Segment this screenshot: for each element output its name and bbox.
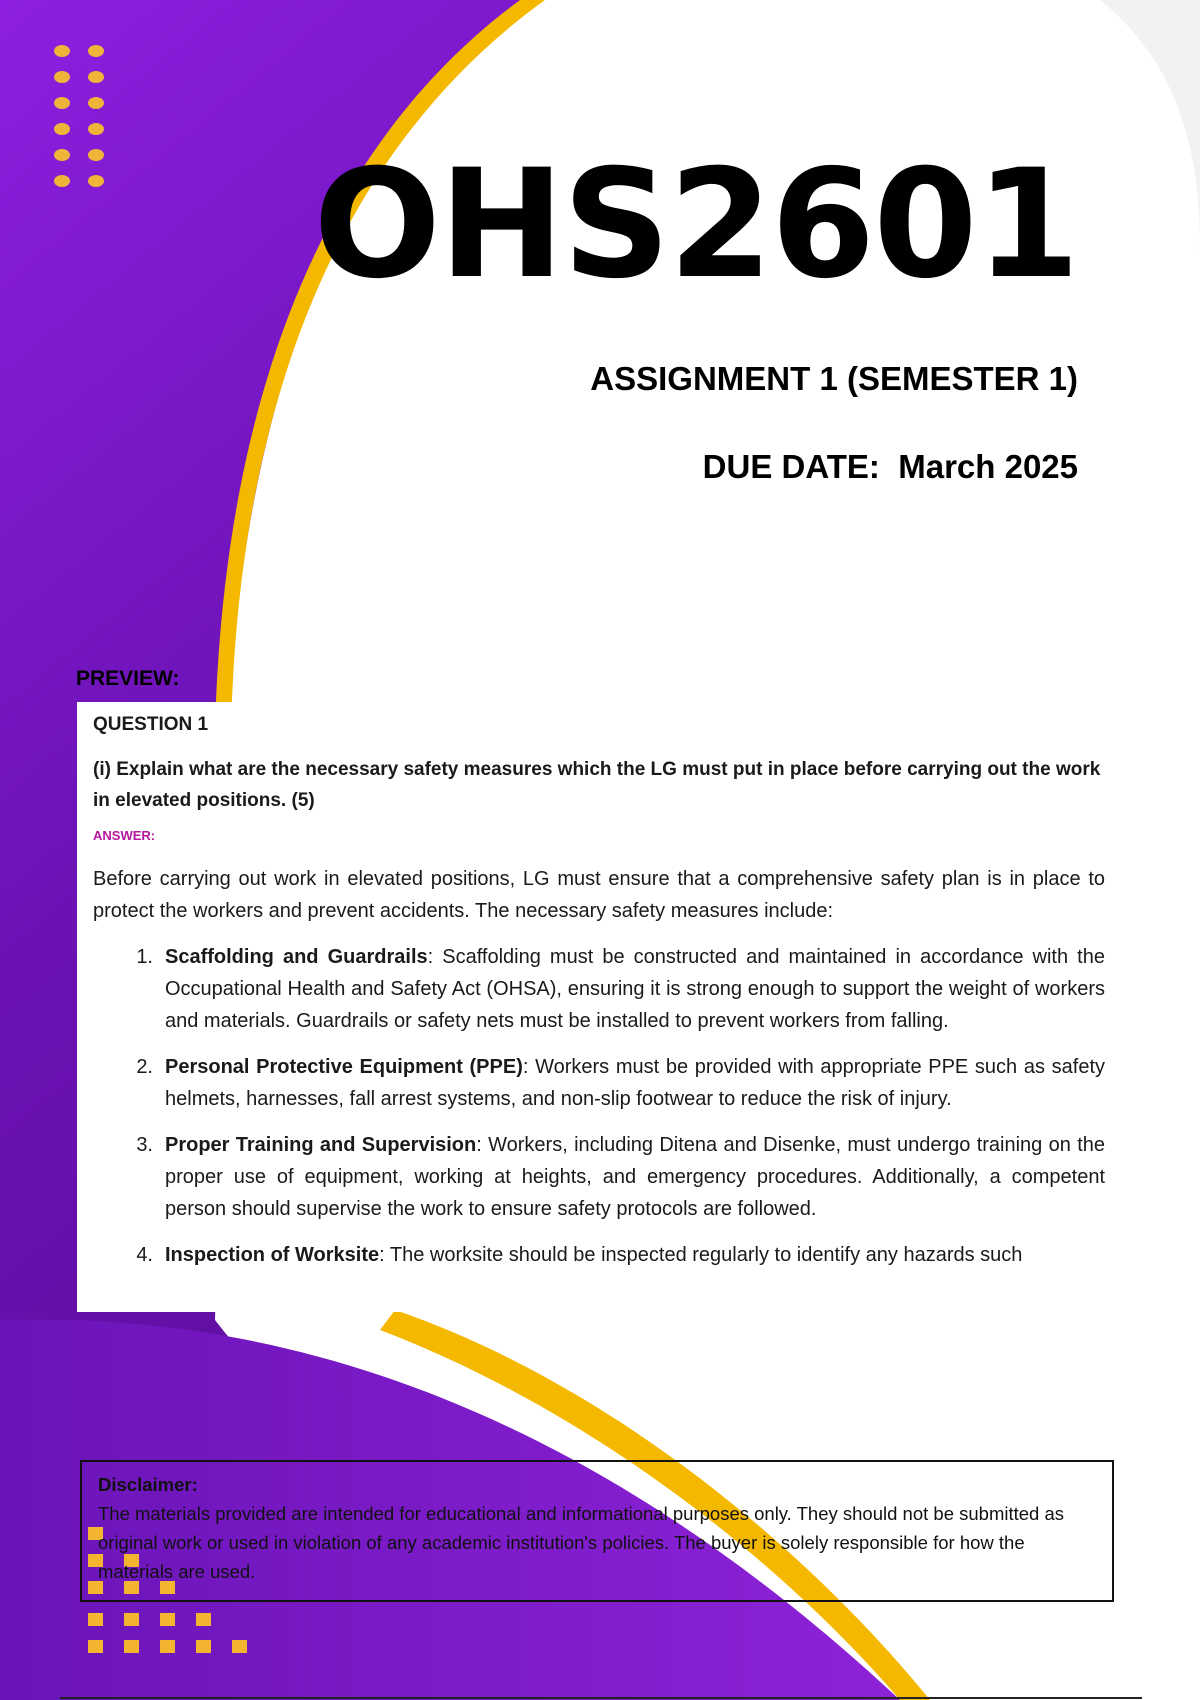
disclaimer-text: The materials provided are intended for educational and informational purposes only. They should not be submitted as original work or used in violation of any academic institution's policies. The buyer is solely responsible for how the materials are used. <box>98 1503 1065 1582</box>
preview-label: PREVIEW: <box>76 667 180 690</box>
question-text: (i) Explain what are the necessary safety measures which the LG must put in place before carrying out the work in elevated positions. (5) <box>93 759 1101 811</box>
item-title: Proper Training and Supervision <box>165 1134 477 1156</box>
item-number: 4. <box>136 1244 153 1266</box>
item-text: : Workers must be provided with appropriate PPE such as safety helmets, harnesses, fall arrest systems, and non-slip footwear to reduce the risk of injury. <box>165 1056 1105 1110</box>
answer-label: ANSWER: <box>93 828 156 843</box>
item-number: 3. <box>136 1134 153 1156</box>
course-code: OHS2601 <box>313 138 1078 312</box>
list-item <box>93 941 1105 1037</box>
item-number: 2. <box>136 1056 153 1078</box>
list-item <box>93 1129 1105 1225</box>
item-title: Personal Protective Equipment (PPE) <box>165 1056 523 1078</box>
list-item <box>93 1051 1105 1115</box>
preview-box <box>77 702 1121 1312</box>
disclaimer-box <box>80 1460 1114 1602</box>
light-curve <box>1100 0 1200 260</box>
answer-intro: Before carrying out work in elevated positions, LG must ensure that a comprehensive safety plan is in place to protect the workers and prevent accidents. The necessary safety measures include: <box>93 868 1105 922</box>
due-date: DUE DATE: March 2025 <box>702 448 1078 485</box>
measures-list <box>93 941 1105 1271</box>
item-number: 1. <box>136 946 153 968</box>
item-text: : Scaffolding must be constructed and maintained in accordance with the Occupational Health and Safety Act (OHSA), ensuring it is strong enough to support the weight of workers and materials. Guardrails or safety nets must be installed to prevent workers from falling. <box>165 946 1105 1032</box>
list-item <box>93 1239 1105 1271</box>
item-title: Scaffolding and Guardrails <box>165 946 428 968</box>
assignment-title: ASSIGNMENT 1 (SEMESTER 1) <box>590 360 1078 397</box>
question-title: QUESTION 1 <box>93 714 209 735</box>
bottom-divider <box>60 1697 1142 1699</box>
item-text: : The worksite should be inspected regularly to identify any hazards such <box>379 1244 1023 1266</box>
item-title: Inspection of Worksite <box>165 1244 380 1266</box>
item-text: : Workers, including Ditena and Disenke, must undergo training on the proper use of equipment, working at heights, and emergency procedures. Additionally, a competent person should supervise the work to ensure safety protocols are followed. <box>165 1134 1105 1220</box>
disclaimer-title: Disclaimer: <box>98 1474 198 1495</box>
